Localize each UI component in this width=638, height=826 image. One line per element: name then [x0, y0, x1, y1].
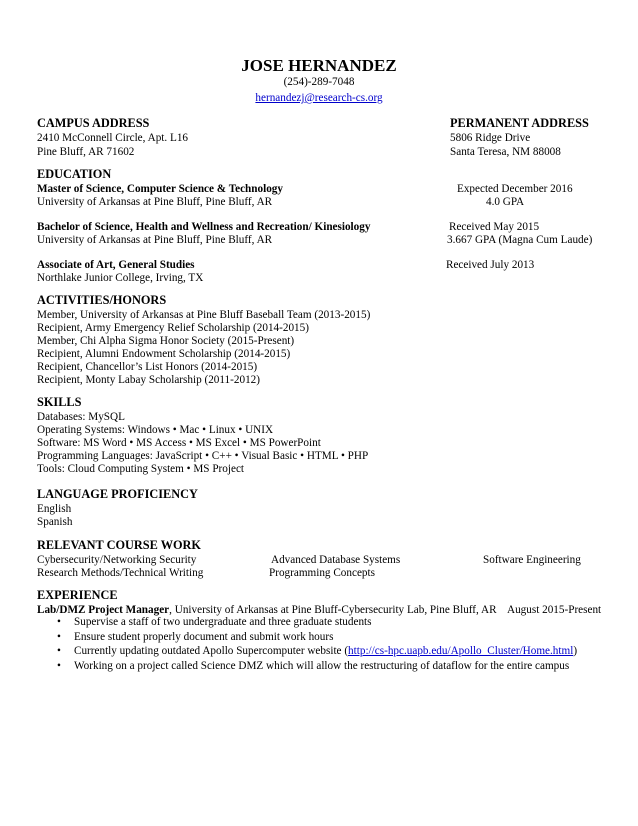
job-date: August 2015-Present	[507, 604, 602, 616]
permanent-address-line1: 5806 Ridge Drive	[450, 132, 531, 144]
degree-date: Received July 2013	[446, 259, 535, 271]
degree-school: University of Arkansas at Pine Bluff, Pine Bluff, AR	[37, 196, 273, 208]
experience-bullets	[57, 616, 577, 674]
email-link[interactable]: hernandezj@research-cs.org	[255, 92, 383, 104]
list-item: Operating Systems: Windows • Mac • Linux • UNIX	[37, 424, 274, 436]
course-item: Software Engineering	[483, 554, 581, 566]
resume-name: JOSE HERNANDEZ	[241, 56, 397, 75]
language-title: LANGUAGE PROFICIENCY	[37, 487, 198, 501]
course-item: Advanced Database Systems	[271, 554, 401, 566]
activities-title: ACTIVITIES/HONORS	[37, 293, 167, 307]
list-item: Recipient, Chancellor’s List Honors (2014-2015)	[37, 361, 258, 373]
degree-school: University of Arkansas at Pine Bluff, Pine Bluff, AR	[37, 234, 273, 246]
course-item: Research Methods/Technical Writing	[37, 567, 204, 579]
job-title: Lab/DMZ Project Manager	[37, 604, 170, 616]
degree-date: Expected December 2016	[457, 183, 573, 195]
list-item: Tools: Cloud Computing System • MS Project	[37, 463, 245, 475]
campus-address-line1: 2410 McConnell Circle, Apt. L16	[37, 132, 189, 144]
bullet-item	[57, 645, 577, 660]
job-organization: , University of Arkansas at Pine Bluff-Cybersecurity Lab, Pine Bluff, AR	[169, 604, 497, 616]
bullet-text: Supervise a staff of two undergraduate and three graduate students	[74, 616, 372, 628]
list-item: Recipient, Monty Labay Scholarship (2011-2012)	[37, 374, 260, 386]
list-item: Programming Languages: JavaScript • C++ • Visual Basic • HTML • PHP	[37, 450, 369, 462]
bullet-item	[57, 616, 577, 631]
degree-gpa: 4.0 GPA	[486, 196, 525, 208]
apollo-website-link[interactable]: http://cs-hpc.uapb.edu/Apollo_Cluster/Home.html	[348, 645, 574, 657]
list-item: Recipient, Alumni Endowment Scholarship (2014-2015)	[37, 348, 291, 360]
bullet-text: Ensure student properly document and submit work hours	[74, 630, 334, 643]
phone-number: (254)-289-7048	[283, 76, 355, 88]
permanent-address-title: PERMANENT ADDRESS	[450, 116, 589, 130]
bullet-text-close: )	[573, 645, 578, 657]
degree-date: Received May 2015	[449, 221, 540, 233]
campus-address-line2: Pine Bluff, AR 71602	[37, 146, 135, 158]
bullet-text: Currently updating outdated Apollo Supercomputer website (	[74, 645, 349, 657]
bullet-text: Working on a project called Science DMZ which will allow the restructuring of dataflow for the entire campus	[74, 659, 570, 672]
list-item: Member, Chi Alpha Sigma Honor Society (2015-Present)	[37, 335, 295, 347]
education-title: EDUCATION	[37, 167, 112, 181]
degree-title: Associate of Art, General Studies	[37, 259, 195, 271]
course-item: Programming Concepts	[269, 567, 375, 579]
campus-address-title: CAMPUS ADDRESS	[37, 116, 150, 130]
list-item: Spanish	[37, 516, 73, 528]
degree-title: Master of Science, Computer Science & Technology	[37, 183, 283, 195]
skills-title: SKILLS	[37, 395, 82, 409]
coursework-title: RELEVANT COURSE WORK	[37, 538, 202, 552]
bullet-item	[57, 660, 577, 675]
course-item: Cybersecurity/Networking Security	[37, 554, 197, 566]
list-item: Software: MS Word • MS Access • MS Excel • MS PowerPoint	[37, 437, 321, 449]
degree-gpa: 3.667 GPA (Magna Cum Laude)	[447, 234, 593, 246]
list-item: Member, University of Arkansas at Pine Bluff Baseball Team (2013-2015)	[37, 309, 371, 321]
experience-title: EXPERIENCE	[37, 588, 118, 602]
permanent-address-line2: Santa Teresa, NM 88008	[450, 146, 561, 158]
degree-school: Northlake Junior College, Irving, TX	[37, 272, 204, 284]
list-item: Recipient, Army Emergency Relief Scholarship (2014-2015)	[37, 322, 309, 334]
list-item: Databases: MySQL	[37, 411, 125, 423]
degree-title: Bachelor of Science, Health and Wellness and Recreation/ Kinesiology	[37, 221, 371, 233]
list-item: English	[37, 503, 72, 515]
bullet-item	[57, 631, 577, 646]
